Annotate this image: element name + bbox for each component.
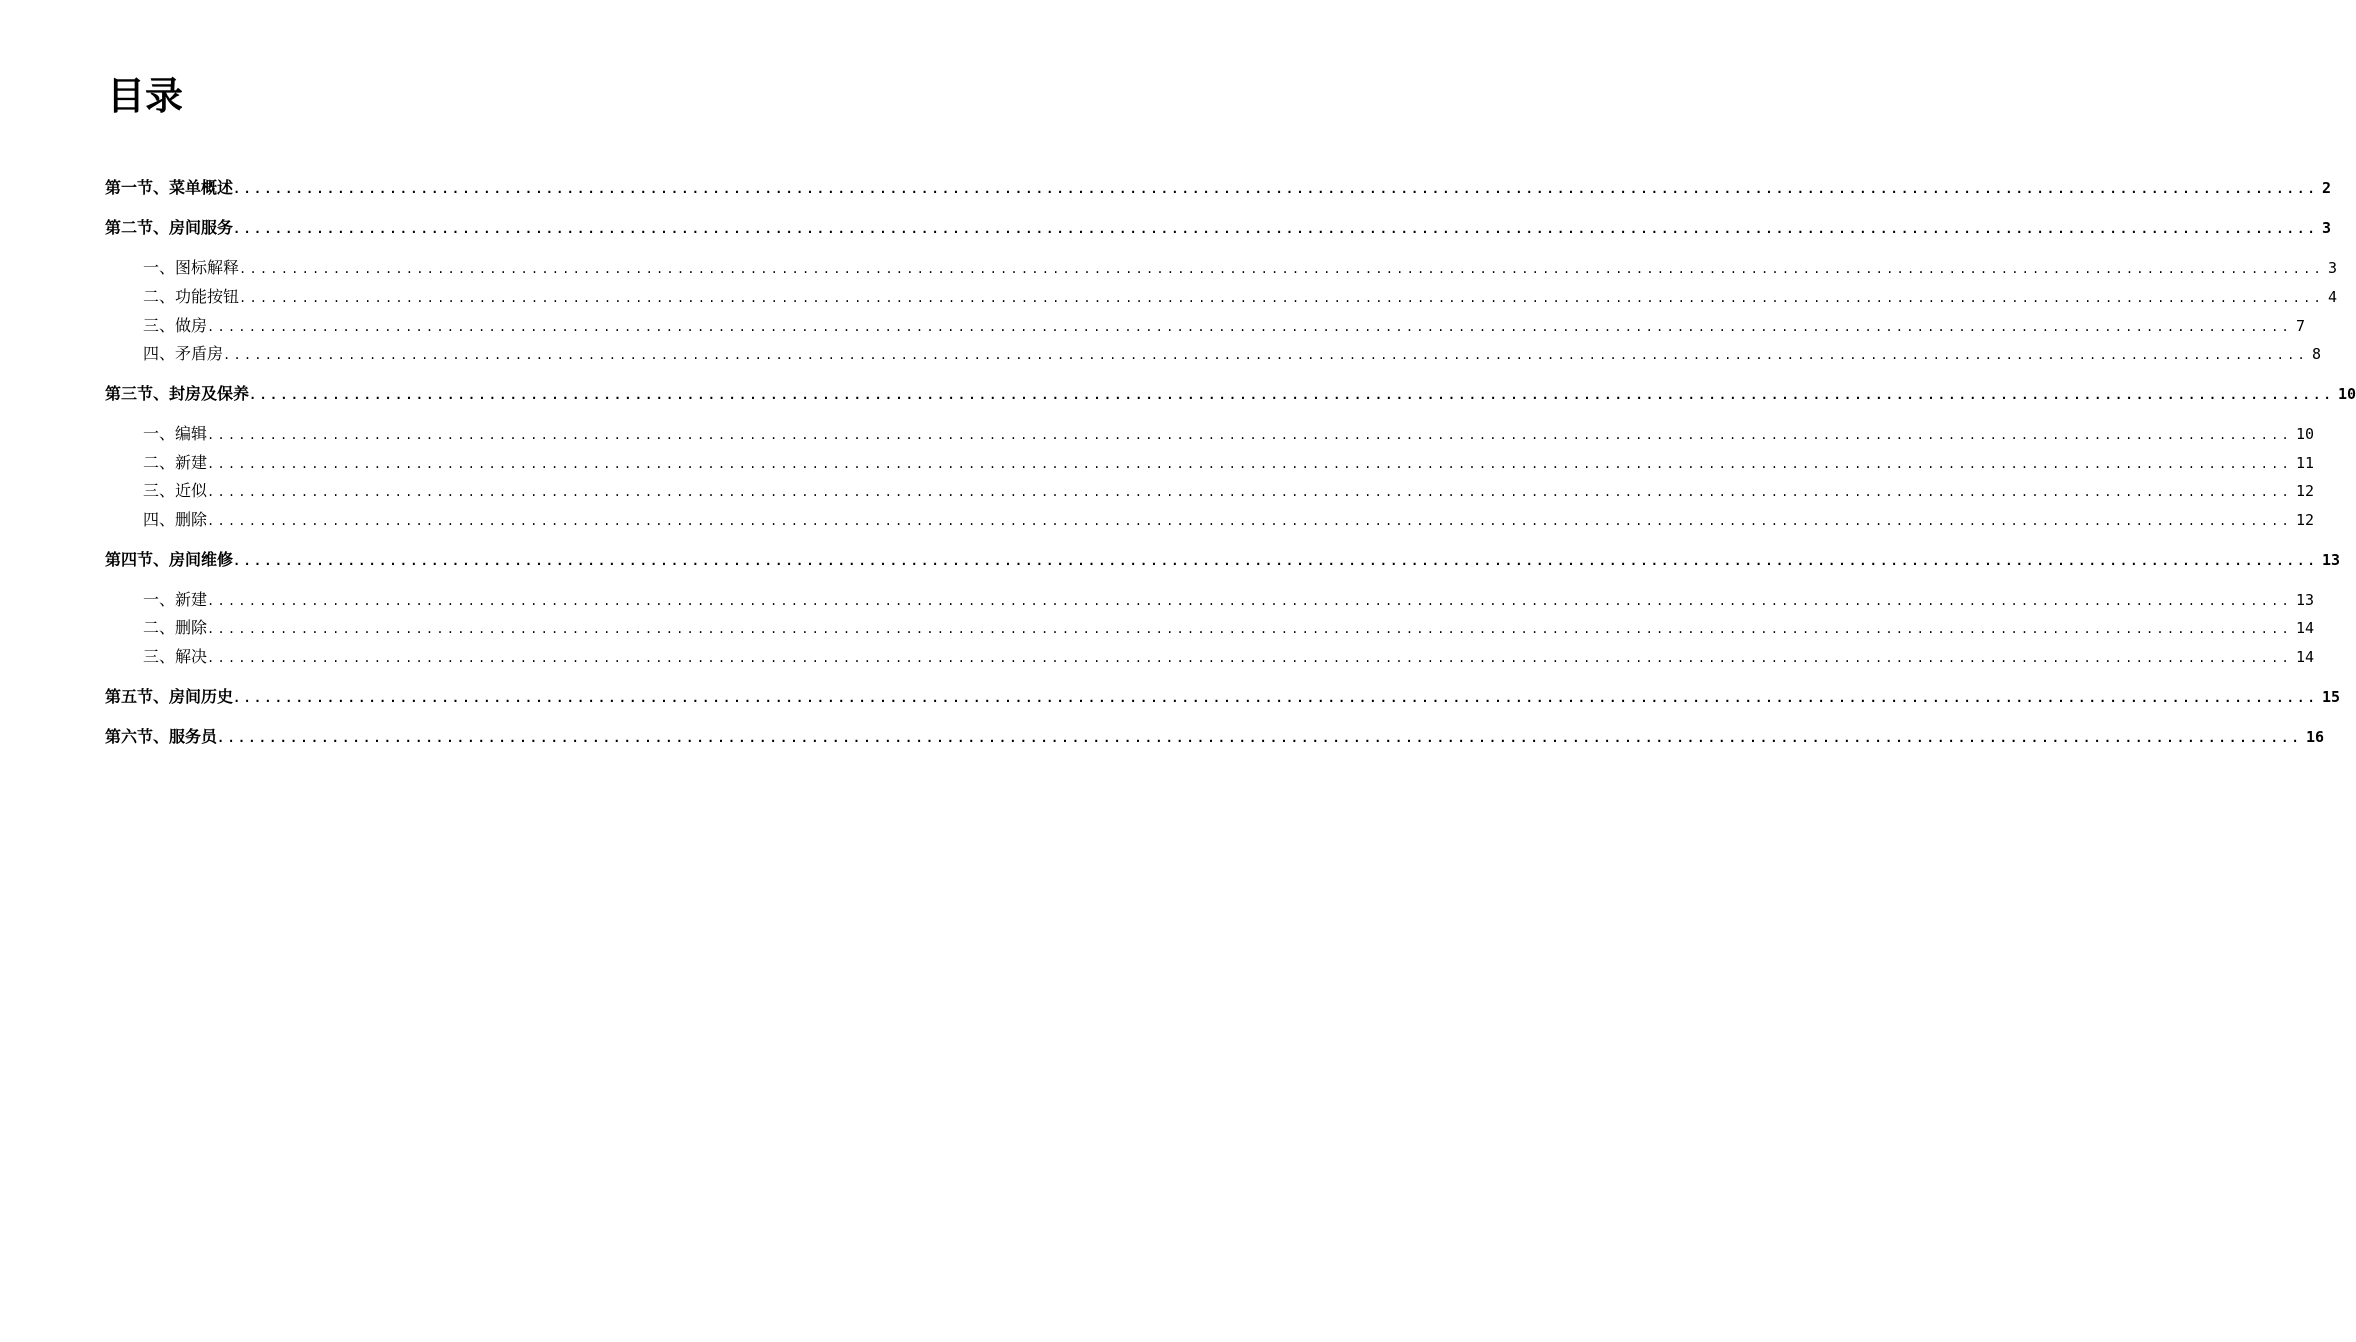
toc-dot-leader: ........................................................................................................................................................................................................ xyxy=(239,262,2324,276)
toc-entry-label: 一、编辑 xyxy=(143,424,208,443)
toc-entry-subsection[interactable] xyxy=(143,617,2314,639)
toc-entry-label: 第四节、房间维修 xyxy=(105,550,234,569)
toc-entry-label: 第六节、服务员 xyxy=(105,727,218,746)
toc-entry-section-6[interactable] xyxy=(105,726,2324,748)
toc-entry-page: 13 xyxy=(2321,551,2340,569)
toc-entry-page: 3 xyxy=(2327,259,2337,277)
toc-entry-section-1[interactable] xyxy=(105,177,2331,199)
toc-entry-subsection[interactable] xyxy=(143,315,2305,337)
toc-dot-leader: ........................................................................................................................................................................................................ xyxy=(207,428,2292,442)
toc-entry-subsection[interactable] xyxy=(143,589,2314,611)
toc-entry-label: 三、近似 xyxy=(143,481,208,500)
toc-dot-leader: ........................................................................................................................................................................................................ xyxy=(223,348,2308,362)
toc-entry-page: 2 xyxy=(2321,179,2331,197)
toc-entry-label: 二、功能按钮 xyxy=(143,287,240,306)
toc-dot-leader: ........................................................................................................................................................................................................ xyxy=(249,388,2334,402)
toc-dot-leader: ........................................................................................................................................................................................................ xyxy=(217,731,2302,745)
toc-entry-label: 二、新建 xyxy=(143,453,208,472)
toc-entry-subsection[interactable] xyxy=(143,452,2314,474)
toc-entry-page: 8 xyxy=(2311,345,2321,363)
page-title: 目录 xyxy=(107,74,184,118)
toc-entry-page: 3 xyxy=(2321,219,2331,237)
toc-entry-label: 一、图标解释 xyxy=(143,258,240,277)
toc-entry-label: 三、做房 xyxy=(143,316,208,335)
toc-dot-leader: ........................................................................................................................................................................................................ xyxy=(207,514,2292,528)
toc-entry-subsection[interactable] xyxy=(143,509,2314,531)
toc-entry-section-3[interactable] xyxy=(105,383,2356,405)
toc-dot-leader: ........................................................................................................................................................................................................ xyxy=(207,622,2292,636)
toc-entry-label: 一、新建 xyxy=(143,590,208,609)
toc-entry-page: 12 xyxy=(2295,511,2314,529)
toc-entry-page: 13 xyxy=(2295,591,2314,609)
toc-entry-label: 第三节、封房及保养 xyxy=(105,384,250,403)
toc-entry-label: 四、矛盾房 xyxy=(143,344,224,363)
toc-entry-subsection[interactable] xyxy=(143,646,2314,668)
toc-dot-leader: ........................................................................................................................................................................................................ xyxy=(207,320,2292,334)
toc-entry-page: 15 xyxy=(2321,688,2340,706)
toc-entry-label: 第五节、房间历史 xyxy=(105,687,234,706)
toc-entry-label: 四、删除 xyxy=(143,510,208,529)
toc-entry-page: 4 xyxy=(2327,288,2337,306)
toc-entry-section-4[interactable] xyxy=(105,549,2340,571)
toc-dot-leader: ........................................................................................................................................................................................................ xyxy=(233,691,2318,705)
toc-dot-leader: ........................................................................................................................................................................................................ xyxy=(233,222,2318,236)
toc-entry-subsection[interactable] xyxy=(143,423,2314,445)
toc-entry-label: 二、删除 xyxy=(143,618,208,637)
toc-entry-subsection[interactable] xyxy=(143,257,2337,279)
toc-entry-section-5[interactable] xyxy=(105,686,2340,708)
toc-dot-leader: ........................................................................................................................................................................................................ xyxy=(207,485,2292,499)
toc-entry-label: 三、解决 xyxy=(143,647,208,666)
toc-entry-label: 第一节、菜单概述 xyxy=(105,178,234,197)
toc-entry-subsection[interactable] xyxy=(143,343,2321,365)
toc-dot-leader: ........................................................................................................................................................................................................ xyxy=(233,554,2318,568)
toc-entry-page: 10 xyxy=(2337,385,2356,403)
toc-entry-page: 7 xyxy=(2295,317,2305,335)
toc-dot-leader: ........................................................................................................................................................................................................ xyxy=(239,291,2324,305)
toc-entry-page: 16 xyxy=(2305,728,2324,746)
toc-entry-subsection[interactable] xyxy=(143,286,2337,308)
toc-entry-page: 12 xyxy=(2295,482,2314,500)
toc-dot-leader: ........................................................................................................................................................................................................ xyxy=(207,457,2292,471)
toc-dot-leader: ........................................................................................................................................................................................................ xyxy=(233,182,2318,196)
toc-entry-subsection[interactable] xyxy=(143,480,2314,502)
toc-dot-leader: ........................................................................................................................................................................................................ xyxy=(207,594,2292,608)
toc-entry-page: 14 xyxy=(2295,648,2314,666)
toc-dot-leader: ........................................................................................................................................................................................................ xyxy=(207,651,2292,665)
toc-entry-page: 11 xyxy=(2295,454,2314,472)
toc-entry-section-2[interactable] xyxy=(105,217,2331,239)
toc-entry-page: 10 xyxy=(2295,425,2314,443)
toc-entry-label: 第二节、房间服务 xyxy=(105,218,234,237)
toc-entry-page: 14 xyxy=(2295,619,2314,637)
